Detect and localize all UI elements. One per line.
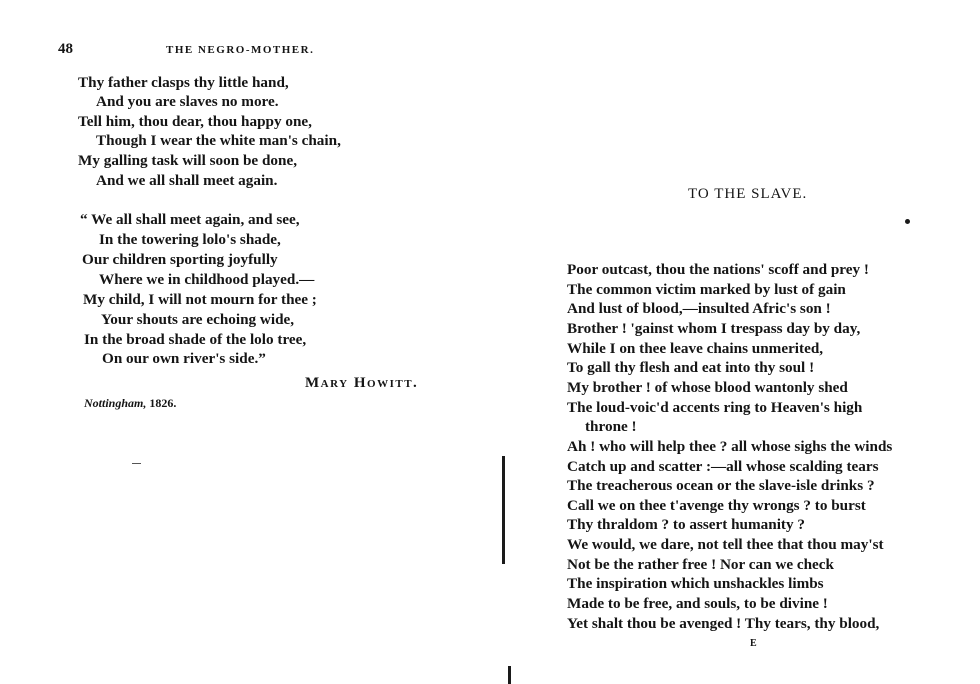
poem-line: And we all shall meet again. (96, 172, 278, 189)
poem-line: Where we in childhood played.— (99, 271, 315, 288)
dateline-year: 1826. (149, 396, 177, 410)
poem-line: Poor outcast, thou the nations' scoff and prey ! (567, 261, 869, 278)
poem-line: On our own river's side.” (102, 350, 266, 367)
poem-line: And you are slaves no more. (96, 93, 279, 110)
poem-line: While I on thee leave chains unmerited, (567, 340, 824, 357)
poem-line: throne ! (585, 418, 637, 435)
poem-line: To gall thy flesh and eat into thy soul ! (567, 359, 815, 376)
poem-line: Made to be free, and souls, to be divine ! (567, 595, 828, 612)
poem-line: Your shouts are echoing wide, (101, 311, 295, 328)
poem-line: My child, I will not mourn for thee ; (83, 291, 317, 308)
poem-line: Ah ! who will help thee ? all whose sighs the winds (567, 438, 893, 455)
poem-line: We would, we dare, not tell thee that thou may'st (567, 536, 884, 553)
dateline-place: Nottingham, (84, 396, 147, 410)
poem-line: The common victim marked by lust of gain (567, 281, 846, 298)
poem-line: Call we on thee t'avenge thy wrongs ? to burst (567, 497, 866, 514)
author-name: Mary Howitt. (305, 375, 419, 391)
right-page (490, 0, 980, 684)
poem-line: The loud-voic'd accents ring to Heaven's high (567, 399, 863, 416)
poem-line: In the towering lolo's shade, (99, 231, 281, 248)
poem-line: In the broad shade of the lolo tree, (84, 331, 307, 348)
poem-line: Thy father clasps thy little hand, (78, 74, 289, 91)
poem-line: My galling task will soon be done, (78, 152, 297, 169)
poem-line: My brother ! of whose blood wantonly shed (567, 379, 848, 396)
poem-line: Catch up and scatter :—all whose scalding tears (567, 458, 879, 475)
poem-line: Brother ! 'gainst whom I trespass day by day, (567, 320, 861, 337)
print-mark (132, 463, 141, 464)
poem-line: The treacherous ocean or the slave-isle drinks ? (567, 477, 875, 494)
poem-line: And lust of blood,—insulted Afric's son ! (567, 300, 831, 317)
dateline (84, 396, 176, 411)
poem-line: Though I wear the white man's chain, (96, 132, 341, 149)
poem-line: Tell him, thou dear, thou happy one, (78, 113, 312, 130)
poem-title: TO THE SLAVE. (688, 186, 808, 202)
poem-line: Our children sporting joyfully (82, 251, 278, 268)
page-number: 48 (58, 41, 73, 57)
poem-line: “ We all shall meet again, and see, (80, 211, 300, 228)
poem-line: The inspiration which unshackles limbs (567, 575, 824, 592)
running-head: THE NEGRO-MOTHER. (166, 44, 315, 56)
poem-line: Not be the rather free ! Nor can we check (567, 556, 834, 573)
poem-line: Thy thraldom ? to assert humanity ? (567, 516, 805, 533)
print-mark (905, 219, 910, 224)
signature-mark: E (750, 638, 757, 649)
poem-line: Yet shalt thou be avenged ! Thy tears, thy blood, (567, 615, 880, 632)
